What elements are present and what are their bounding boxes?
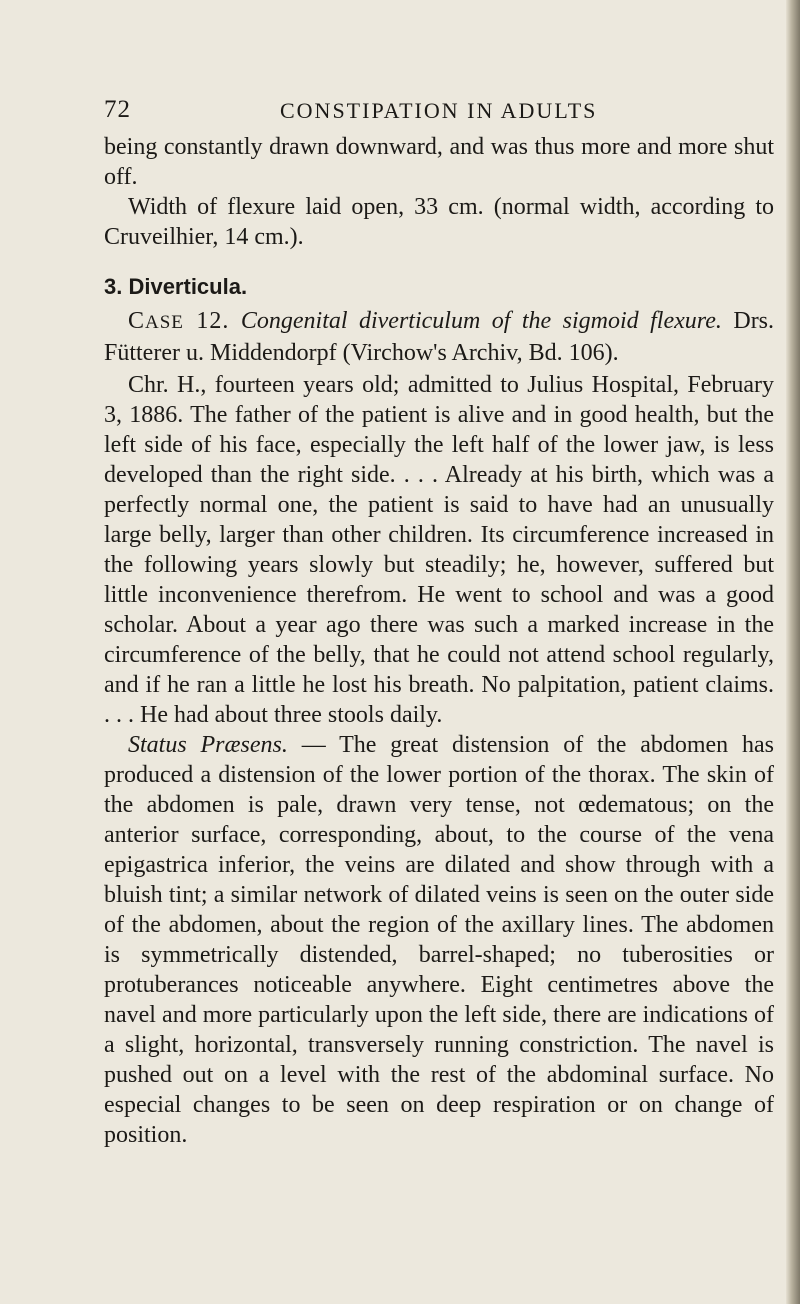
case-title: Congenital diverticulum of the sigmoid flexure. bbox=[240, 308, 722, 334]
running-head bbox=[104, 96, 774, 132]
case-citation: Drs. Fütterer u. Middendorpf (Virchow's Archiv, Bd. 106). bbox=[104, 308, 775, 366]
paragraph-continued: being constantly drawn downward, and was thus more and more shut off. bbox=[104, 134, 774, 190]
page-number: 72 bbox=[104, 96, 131, 123]
paragraph-status bbox=[104, 730, 774, 1150]
case-heading bbox=[104, 306, 774, 368]
paragraph-history: Chr. H., fourteen years old; admitted to Julius Hospital, February 3, 1886. The father of the patient is alive and in good health, but the left side of his face, especially the left half of the lower jaw, is less developed than the right side. . . . Already at his birth, which was a perfectly normal one, the patient is said to have had an unusually large belly, larger than other children. Its circumference increased in the following years slowly but steadily; he, however, suffered but little inconvenience therefrom. He went to school and was a good scholar. About a year ago there was such a marked increase in the circumference of the belly, that he could not attend school regularly, and if he ran a little he lost his breath. No palpitation, patient claims. . . . He had about three stools daily. bbox=[104, 372, 774, 728]
status-text: The great distension of the abdomen has produced a distension of the lower portion of the thorax. The skin of the abdomen is pale, drawn very tense, not œdematous; on the anterior surface, corresponding, about, to the course of the vena epigastrica inferior, the veins are dilated and show through with a bluish tint; a similar network of dilated veins is seen on the outer side of the abdomen, about the region of the axillary lines. The abdomen is symmetrically distended, barrel-shaped; no tuberosities or protuberances noticeable anywhere. Eight centimetres above the navel and more particularly upon the left side, there are indications of a slight, horizontal, transversely running constriction. The navel is pushed out on a level with the rest of the abdominal surface. No especial changes to be seen on deep respiration or on change of position. bbox=[104, 732, 775, 1148]
running-title: CONSTIPATION IN ADULTS bbox=[280, 98, 598, 123]
status-label: Status Præsens. bbox=[128, 732, 288, 758]
paragraph-width: Width of flexure laid open, 33 cm. (normal width, according to Cruveilhier, 14 cm.). bbox=[104, 194, 774, 250]
status-dash: — bbox=[287, 732, 340, 758]
section-heading: 3. Diverticula. bbox=[104, 274, 248, 299]
case-label: CASE 12. bbox=[128, 308, 230, 334]
book-page bbox=[104, 96, 774, 1150]
page-edge-shadow bbox=[786, 0, 800, 1304]
